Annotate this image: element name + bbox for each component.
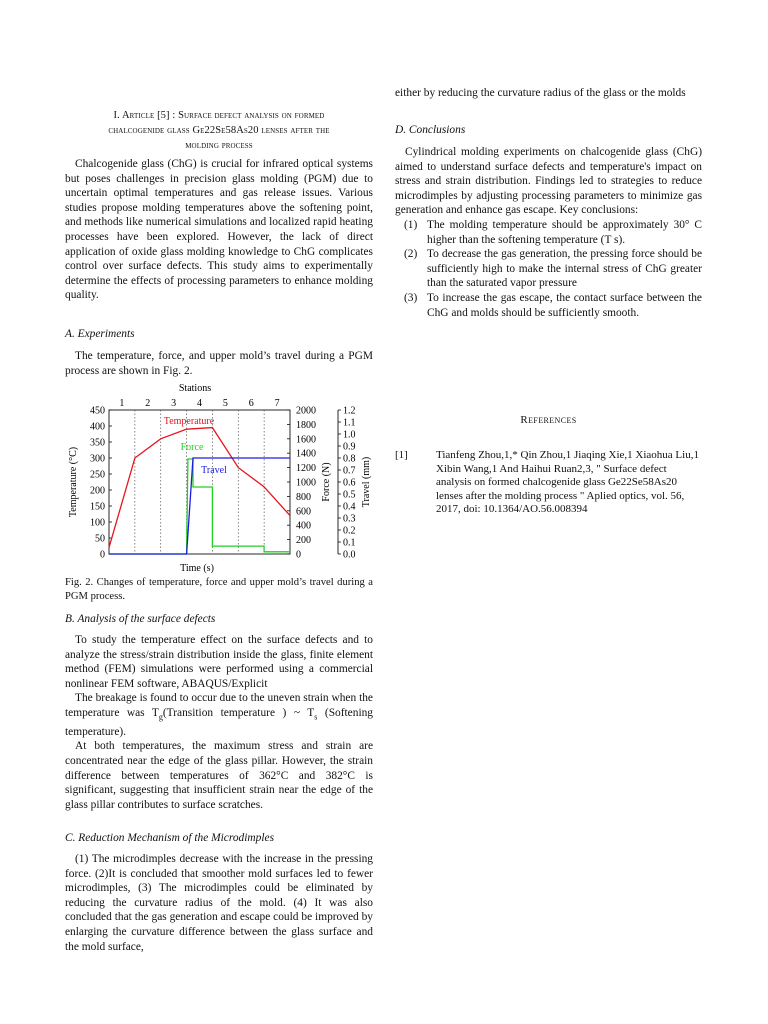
- force-tick-label: 800: [296, 491, 311, 503]
- temperature-tick-label: 0: [100, 549, 105, 561]
- station-label: 6: [248, 398, 254, 409]
- force-tick-label: 400: [296, 520, 311, 532]
- intro-paragraph: Chalcogenide glass (ChG) is crucial for infrared optical systems but poses challenges in precision glass molding (PGM) due to uncertain optimal temperatures and gas release issues. Various studies propose molding temperatures above the softening point, and methods like numerical simulations and localized rapid heating processes have been explored. However, the lack of direct application of oxide glass molding knowledge to ChG complicates control over surface defects. This study aims to experimentally determine the effects of processing parameters to enhance molding quality.: [65, 158, 373, 302]
- plot-frame: [109, 410, 290, 554]
- chart-title: Stations: [178, 383, 212, 394]
- travel-tick-label: 0.6: [343, 477, 356, 489]
- conclusions-intro: Cylindrical molding experiments on chalcogenide glass (ChG) aimed to understand surface defects and temperature's impact on stress and strain distribution. Findings led to strategies to reduce microdimples by adjusting processing parameters to minimize gas generation and enhance gas escape. Key conclusions:: [395, 146, 702, 217]
- travel-tick-label: 1.0: [343, 429, 356, 441]
- analysis-heading: B. Analysis of the surface defects: [65, 613, 216, 625]
- force-tick-label: 1400: [296, 448, 316, 460]
- force-tick-label: 1000: [296, 477, 316, 489]
- temperature-tick-label: 350: [90, 437, 105, 449]
- travel-tick-label: 1.1: [343, 417, 356, 429]
- temperature-tick-label: 450: [90, 405, 105, 417]
- pgm-chart: [62, 380, 382, 576]
- station-label: 7: [274, 398, 280, 409]
- travel-tick-label: 0.7: [343, 465, 356, 477]
- conclusions-heading: D. Conclusions: [395, 124, 466, 136]
- temperature-tick-label: 300: [90, 453, 105, 465]
- force-tick-label: 1600: [296, 434, 316, 446]
- temperature-tick-label: 250: [90, 469, 105, 481]
- references-heading: References: [520, 414, 577, 426]
- travel-tick-label: 0.8: [343, 453, 356, 465]
- intro-block: [65, 157, 373, 303]
- temperature-tick-label: 200: [90, 485, 105, 497]
- series-label-travel: Travel: [201, 465, 227, 476]
- force-tick-label: 1200: [296, 463, 316, 475]
- series-line-force: [109, 459, 290, 554]
- analysis-paragraph-2: The breakage is found to occur due to the uneven strain when the temperature was $T_g(Transition$ temperature ) ~ $T_s$ (Softening temperature).: [65, 692, 373, 738]
- reference-number: [1]: [395, 449, 408, 461]
- analysis-paragraph-1: To study the temperature effect on the surface defects and to analyze the stress/strain distribution inside the glass, finite element method (FEM) simulations were performed using a commercial nonlinear FEM software, ABAQUS/Explicit: [65, 634, 373, 690]
- station-label: 1: [119, 398, 125, 409]
- force-tick-label: 200: [296, 535, 311, 547]
- analysis-paragraph-3: At both temperatures, the maximum stress and strain are concentrated near the edge of the glass pillar. However, the strain difference between temperatures of 362°C and 382°C is significant, suggesting that insufficient strain near the edge of the glass pillar contributes to surface scratches.: [65, 740, 373, 811]
- list-item: (2) To decrease the gas generation, the pressing force should be sufficiently high to make the internal stress of ChG greater than the saturated vapor pressure: [404, 248, 702, 290]
- figure-caption: Fig. 2. Changes of temperature, force and upper mold’s travel during a PGM process.: [65, 577, 373, 602]
- y-axis-label-force: Force (N): [321, 462, 332, 502]
- list-item: (1) The molding temperature should be approximately 30° C higher than the softening temperature (T s).: [404, 218, 702, 246]
- experiments-paragraph: The temperature, force, and upper mold’s travel during a PGM process are shown in Fig. 2.: [65, 350, 373, 377]
- reference-text: Tianfeng Zhou,1,* Qin Zhou,1 Jiaqing Xie,1 Xiaohua Liu,1 Xibin Wang,1 And Haihui Ruan2,3, " Surface defect analysis on formed chalcogenide glass Ge22Se58As20 lenses after the molding process " Aplied optics, vol. 56, 2017, doi: 10.1364/AO.56.008394: [436, 449, 699, 515]
- series-line-travel: [109, 458, 290, 554]
- travel-tick-label: 0.0: [343, 549, 356, 561]
- temperature-tick-label: 400: [90, 421, 105, 433]
- station-label: 5: [222, 398, 228, 409]
- series-label-temperature: Temperature: [163, 416, 215, 427]
- travel-tick-label: 0.4: [343, 501, 356, 513]
- force-tick-label: 600: [296, 506, 311, 518]
- section-title-line-1: I. Article [5] : Surface defect analysis on formed: [113, 110, 325, 121]
- station-label: 3: [171, 398, 177, 409]
- temperature-tick-label: 50: [95, 533, 105, 545]
- experiments-heading: A. Experiments: [65, 328, 135, 340]
- travel-tick-label: 1.2: [343, 405, 356, 417]
- temperature-tick-label: 100: [90, 517, 105, 529]
- force-tick-label: 1800: [296, 419, 316, 431]
- reduction-paragraph: (1) The microdimples decrease with the increase in the pressing force. (2)It is concluded that smoother mold surfaces led to fewer microdimples, (3) The microdimples could be eliminated by reducing the curvature radius of the mold. (4) It was also concluded that the gas generation and escape could be improved by enlarging the curvature difference between the glass surface and the mold surface,: [65, 853, 373, 953]
- temperature-tick-label: 150: [90, 501, 105, 513]
- travel-tick-label: 0.9: [343, 441, 356, 453]
- section-title: [65, 108, 373, 153]
- section-title-line-2: chalcogenide glass Ge22Se58As20 lenses after the: [108, 125, 330, 136]
- y-axis-label-temperature: Temperature (°C): [68, 446, 79, 518]
- travel-tick-label: 0.1: [343, 537, 356, 549]
- station-label: 4: [197, 398, 202, 409]
- reduction-continuation: either by reducing the curvature radius of the glass or the molds: [395, 87, 686, 99]
- list-item: (3) To increase the gas escape, the contact surface between the ChG and molds should be sufficiently smooth.: [404, 291, 702, 319]
- conclusions-list: [395, 218, 702, 320]
- station-label: 2: [145, 398, 151, 409]
- section-title-line-3: molding process: [185, 140, 253, 151]
- series-label-force: Force: [180, 442, 204, 453]
- travel-tick-label: 0.3: [343, 513, 356, 525]
- force-tick-label: 2000: [296, 405, 316, 417]
- travel-tick-label: 0.2: [343, 525, 356, 537]
- force-tick-label: 0: [296, 549, 301, 561]
- reduction-heading: C. Reduction Mechanism of the Microdimples: [65, 832, 274, 844]
- y-axis-label-travel: Travel (mm): [361, 456, 372, 508]
- travel-tick-label: 0.5: [343, 489, 356, 501]
- x-axis-label: Time (s): [180, 563, 214, 574]
